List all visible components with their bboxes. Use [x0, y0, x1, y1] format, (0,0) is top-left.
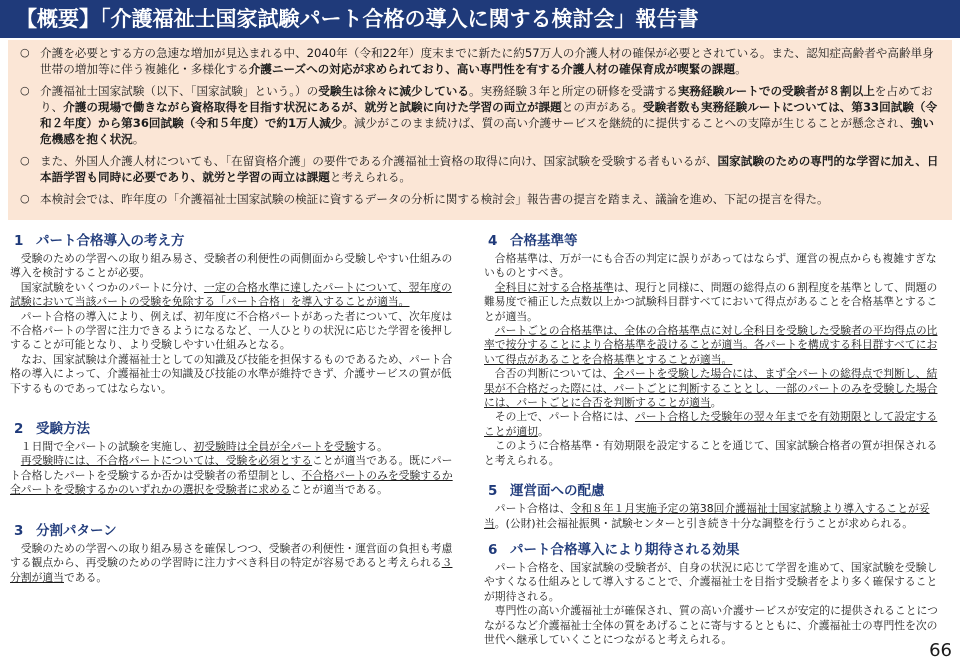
- section-2: [10, 420, 462, 498]
- paragraph: このように合格基準・有効期限を設定することを通じて、国家試験合格者の質が担保されると考えられる。: [484, 439, 938, 467]
- section-3: [10, 522, 462, 585]
- left-column: [10, 232, 462, 585]
- section-6: [484, 541, 946, 647]
- summary-item: ○ 介護を必要とする方の急速な増加が見込まれる中、2040年（令和22年）度末までに新たに約57万人の介護人材の確保が必要とされている。また、認知症高齢者や高齢単身世帯の増加等に伴う複雑化・多様化する介護ニーズへの対応が求められており、高い専門性を有する介護人材の確保育成が喫緊の課題。: [20, 46, 934, 76]
- paragraph: 国家試験をいくつかのパートに分け、一定の合格水準に達したパートについて、翌年度の試験において当該パートの受験を免除する「パート合格」を導入することが適当。: [10, 280, 452, 309]
- paragraph: 受験のための学習への取り組み易さを確保しつつ、受験者の利便性・運営面の負担も考慮する観点から、再受験のための学習時に注力すべき科目の特定が容易であると考えられる３分割が適当である。: [10, 541, 453, 584]
- paragraph: 合否の判断については、全パートを受験した場合には、まず全パートの総得点で判断し、結果が不合格だった際には、パートごとに判断することとし、一部のパートのみを受験した場合には、パートごとに合否を判断することが適当。: [484, 367, 938, 410]
- paragraph: パート合格は、令和８年１月実施予定の第38回介護福祉士国家試験より導入することが妥当。(公財)社会福祉振興・試験センターと引き続き十分な調整を行うことが求められる。: [484, 502, 930, 530]
- section-title: 6 パート合格導入により期待される効果: [488, 541, 740, 558]
- section-title: 2 受験方法: [14, 421, 90, 438]
- section-4: [484, 232, 946, 468]
- bullet-icon: ○: [20, 192, 30, 205]
- section-title: 1 パート合格導入の考え方: [14, 233, 185, 249]
- summary-item: ○ 介護福祉士国家試験（以下、「国家試験」という。）の受験生は徐々に減少している。実務経験３年と所定の研修を受講する実務経験ルートでの受験者が８割以上を占めており、介護の現場で働きながら資格取得を目指す状況にあるが、就労と試験に向けた学習の両立が課題との声がある。受験者数も実務経験ルートについては、第33回試験（令和２年度）から第36回試験（令和５年度）で約1万人減少。減少がこのまま続けば、質の高い介護サービスを継続的に提供することへの支障が生じることが懸念され、強い危機感を抱く状況。: [20, 84, 938, 146]
- bullet-icon: ○: [20, 84, 30, 97]
- right-column: [484, 232, 946, 647]
- summary-box: [8, 40, 952, 220]
- bullet-icon: ○: [20, 154, 30, 167]
- paragraph: 全科目に対する合格基準は、現行と同様に、問題の総得点の６割程度を基準として、問題の難易度で補正した点数以上かつ試験科目群すべてにおいて得点があることを合格基準とすることが適当。: [484, 280, 938, 323]
- bullet-icon: ○: [20, 46, 30, 59]
- paragraph: パート合格を、国家試験の受験者が、自身の状況に応じて学習を進めて、国家試験を受験しやすくなる仕組みとして導入することで、介護福祉士を目指す受験者をより多く確保することが期待される。: [484, 560, 938, 603]
- section-5: [484, 482, 946, 531]
- paragraph: パート合格の導入により、例えば、初年度に不合格パートがあった者について、次年度は不合格パートの学習に注力できるようになるなど、一人ひとりの状況に応じた学習を後押しすることが可能となり、より受験しやすい仕組みとなる。: [10, 309, 453, 352]
- summary-item: ○ また、外国人介護人材についても、「在留資格介護」の要件である介護福祉士資格の取得に向け、国家試験を受験する者もいるが、国家試験のための専門的な学習に加え、日本語学習も同時に必要であり、就労と学習の両立は課題と考えられる。: [20, 154, 939, 184]
- section-title: 5 運営面への配慮: [488, 483, 605, 500]
- paragraph: １日間で全パートの試験を実施し、初受験時は全員が全パートを受験する。: [20, 440, 388, 454]
- paragraph: 再受験時には、不合格パートについては、受験を必須とすることが適当である。既にパート合格したパートを受験するか否かは受験者の希望制とし、不合格パートのみを受験するか全パートを受験するかのいずれかの選択を受験者に求めることが適当である。: [10, 454, 453, 497]
- page-title: 【概要】「介護福祉士国家試験パート合格の導入に関する検討会」報告書: [0, 0, 960, 38]
- paragraph: 受験のための学習への取り組み易さ、受験者の利便性の両側面から受験しやすい仕組みの導入を検討することが必要。: [10, 252, 453, 280]
- page-number: 66: [929, 640, 952, 661]
- paragraph: パートごとの合格基準は、全体の合格基準点に対し全科目を受験した受験者の平均得点の比率で按分することにより合格基準を設けることが適当。各パートを構成する科目群すべてにおいて得点があることを合格基準とすることが適当。: [484, 324, 938, 366]
- section-title: 3 分割パターン: [14, 522, 117, 539]
- paragraph: その上で、パート合格には、パート合格した受験年の翌々年までを有効期限として設定することが適切。: [484, 410, 938, 438]
- paragraph: 合格基準は、万が一にも合否の判定に誤りがあってはならず、運営の視点からも複雑すぎないものとすべき。: [484, 252, 937, 280]
- section-title: 4 合格基準等: [488, 233, 578, 249]
- paragraph: なお、国家試験は介護福祉士としての知識及び技能を担保するものであるため、パート合格の導入によって、介護福祉士の知識及び技能の水準が維持できず、介護サービスの質が低下するものであってはならない。: [10, 352, 453, 395]
- section-1: [10, 232, 462, 396]
- paragraph: 専門性の高い介護福祉士が確保され、質の高い介護サービスが安定的に提供されることにつながるなど介護福祉士全体の質をあげることに寄与するとともに、介護福祉士の専門性を次の世代へ継承していくことにつながると考えられる。: [484, 604, 938, 646]
- summary-item: ○ 本検討会では、昨年度の「介護福祉士国家試験の検証に資するデータの分析に関する検討会」報告書の提言を踏まえ、議論を進め、下記の提言を得た。: [20, 192, 829, 206]
